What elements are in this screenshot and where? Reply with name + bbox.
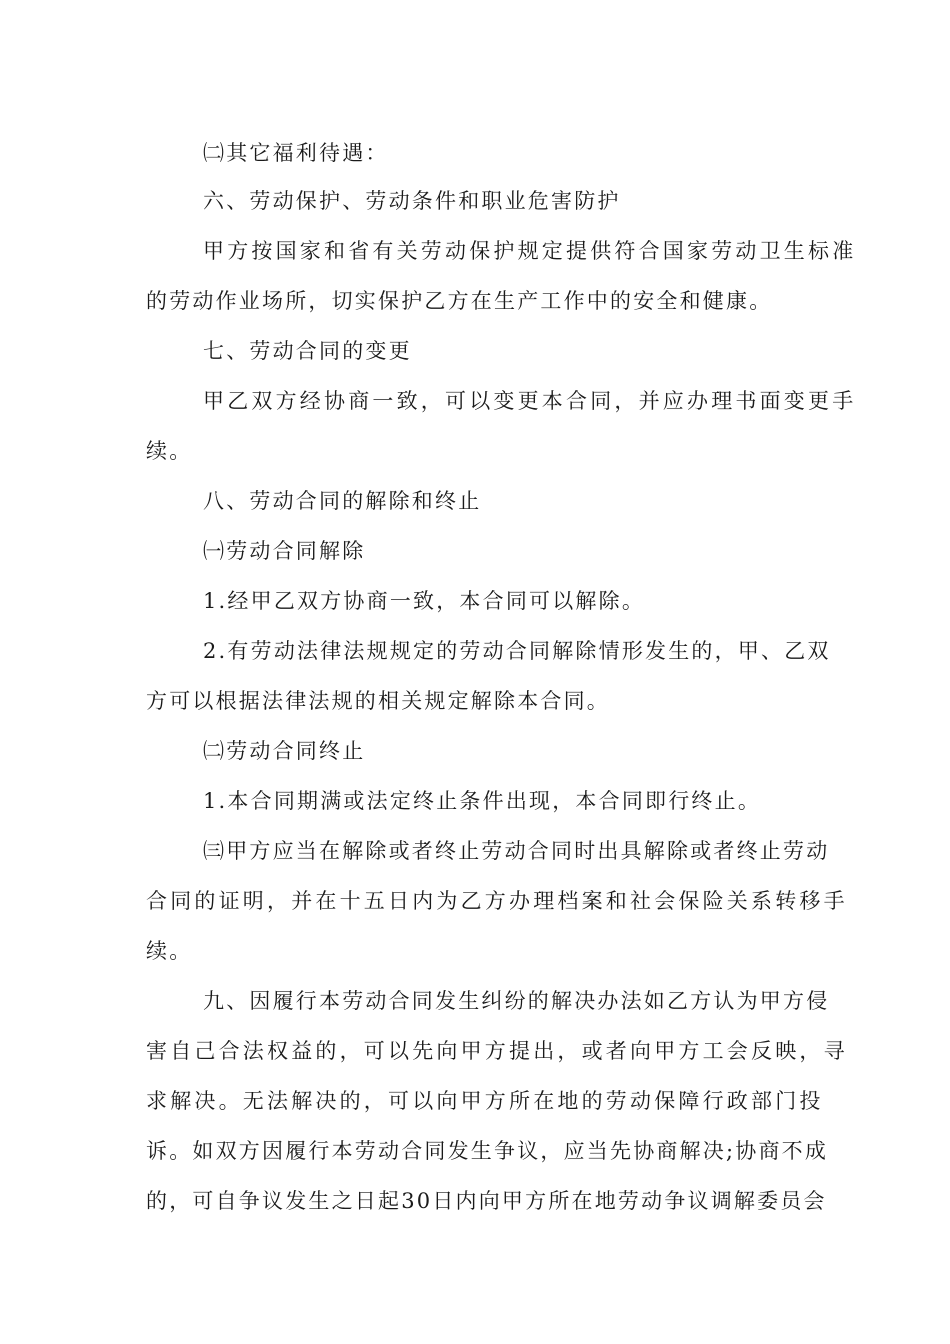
section-six-heading: 六、劳动保护、劳动条件和职业危害防护: [203, 189, 621, 213]
paragraph-line: 合同的证明，并在十五日内为乙方办理档案和社会保险关系转移手: [146, 889, 848, 913]
paragraph-line: 甲方按国家和省有关劳动保护规定提供符合国家劳动卫生标准: [203, 239, 857, 263]
paragraph-line: 诉。如双方因履行本劳动合同发生争议，应当先协商解决;协商不成: [146, 1139, 829, 1163]
paragraph-line: 的劳动作业场所，切实保护乙方在生产工作中的安全和健康。: [146, 289, 773, 313]
paragraph-line: 续。: [146, 939, 193, 963]
section-nine-heading: 九、因履行本劳动合同发生纠纷的解决办法如乙方认为甲方侵: [203, 989, 830, 1013]
subsection-termination-heading: ㈠劳动合同解除: [203, 539, 366, 563]
paragraph-line: 的，可自争议发生之日起30日内向甲方所在地劳动争议调解委员会: [146, 1189, 827, 1213]
list-item: ㈢甲方应当在解除或者终止劳动合同时出具解除或者终止劳动: [203, 839, 830, 863]
section-eight-heading: 八、劳动合同的解除和终止: [203, 489, 482, 513]
paragraph-line: 求解决。无法解决的，可以向甲方所在地的劳动保障行政部门投: [146, 1089, 824, 1113]
clause-other-benefits: ㈡其它福利待遇：: [203, 141, 389, 165]
section-seven-heading: 七、劳动合同的变更: [203, 339, 412, 363]
subsection-end-heading: ㈡劳动合同终止: [203, 739, 366, 763]
list-item: 1.本合同期满或法定终止条件出现，本合同即行终止。: [203, 789, 762, 813]
list-item: 1.经甲乙双方协商一致，本合同可以解除。: [203, 589, 646, 613]
list-item: 2.有劳动法律法规规定的劳动合同解除情形发生的，甲、乙双: [203, 639, 831, 663]
paragraph-line: 续。: [146, 439, 193, 463]
paragraph-line: 害自己合法权益的，可以先向甲方提出，或者向甲方工会反映，寻: [146, 1039, 848, 1063]
paragraph-line: 方可以根据法律法规的相关规定解除本合同。: [146, 689, 610, 713]
paragraph-line: 甲乙双方经协商一致，可以变更本合同，并应办理书面变更手: [203, 389, 857, 413]
